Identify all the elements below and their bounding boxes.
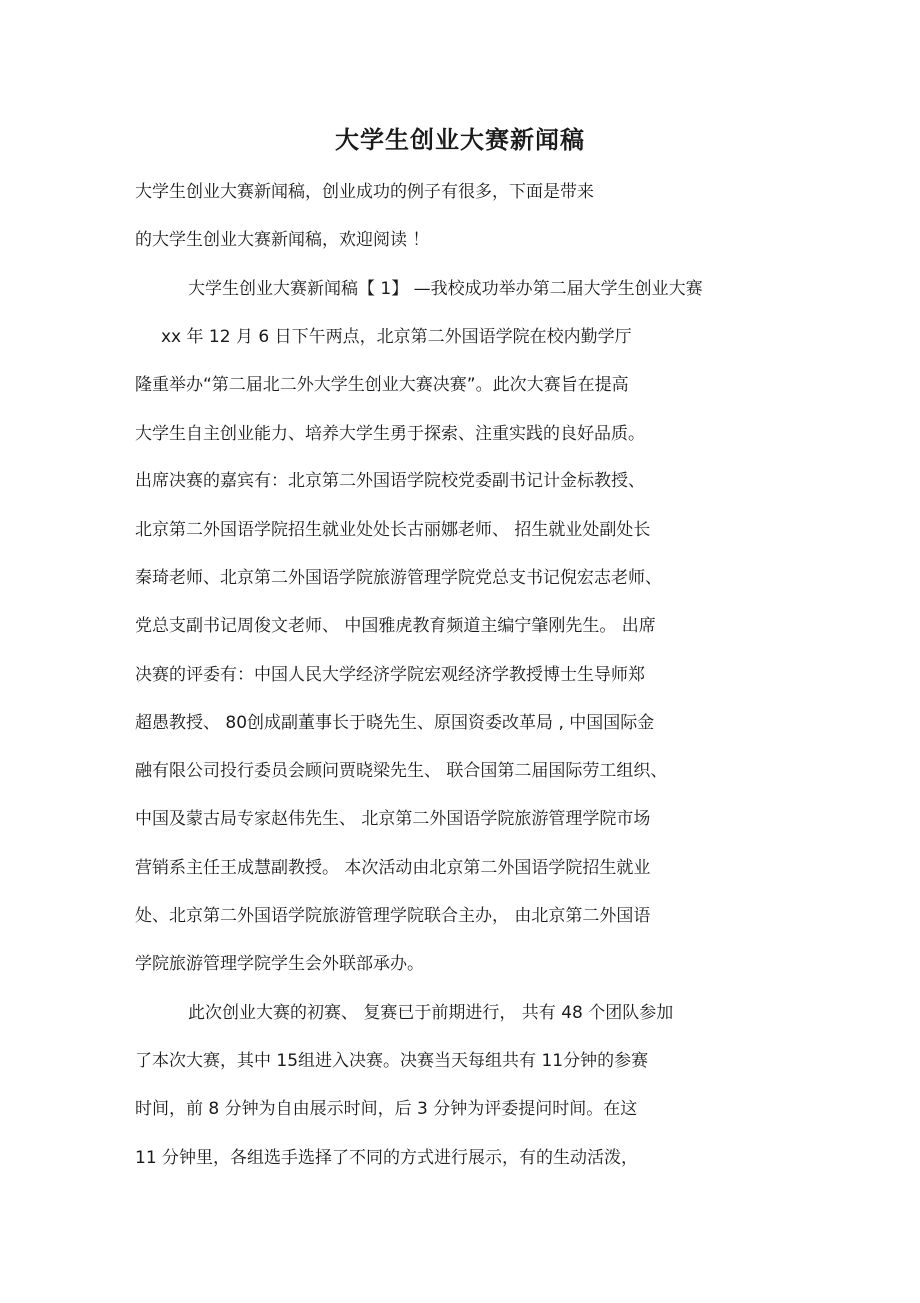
paragraph-line: 秦琦老师、北京第二外国语学院旅游管理学院党总支书记倪宏志老师、 <box>135 568 662 588</box>
paragraph-line: 出席决赛的嘉宾有：北京第二外国语学院校党委副书记计金标教授、 <box>135 471 645 491</box>
paragraph-line: 中国及蒙古局专家赵伟先生、 北京第二外国语学院旅游管理学院市场 <box>135 809 651 829</box>
paragraph-line: 超愚教授、 80创成副董事长于晓先生、原国资委改革局 , 中国国际金 <box>135 713 655 733</box>
paragraph-line: 了本次大赛，其中 15组进入决赛。决赛当天每组共有 11分钟的参赛 <box>135 1051 649 1071</box>
paragraph-line: 学院旅游管理学院学生会外联部承办。 <box>135 954 424 974</box>
paragraph-line: 处、北京第二外国语学院旅游管理学院联合主办， 由北京第二外国语 <box>135 906 651 926</box>
paragraph-line: 大学生创业大赛新闻稿，创业成功的例子有很多，下面是带来 <box>135 182 594 202</box>
paragraph-line: 的大学生创业大赛新闻稿，欢迎阅读 ！ <box>135 230 430 250</box>
paragraph-line: 决赛的评委有：中国人民大学经济学院宏观经济学教授博士生导师郑 <box>135 665 645 685</box>
paragraph-line: 北京第二外国语学院招生就业处处长古丽娜老师、 招生就业处副处长 <box>135 520 651 540</box>
paragraph-line: 时间，前 8 分钟为自由展示时间，后 3 分钟为评委提问时间。在这 <box>135 1099 638 1119</box>
paragraph-line: 隆重举办“第二届北二外大学生创业大赛决赛”。此次大赛旨在提高 <box>135 375 629 395</box>
paragraph-line: xx 年 12 月 6 日下午两点，北京第二外国语学院在校内勤学厅 <box>161 327 632 347</box>
paragraph-line: 营销系主任王成慧副教授。 本次活动由北京第二外国语学院招生就业 <box>135 858 651 878</box>
paragraph-line: 融有限公司投行委员会顾问贾晓梁先生、 联合国第二届国际劳工组织、 <box>135 761 668 781</box>
paragraph-line: 11 分钟里，各组选手选择了不同的方式进行展示，有的生动活泼， <box>135 1148 639 1168</box>
paragraph-line: 大学生自主创业能力、培养大学生勇于探索、注重实践的良好品质。 <box>135 424 645 444</box>
paragraph-line: 此次创业大赛的初赛、 复赛已于前期进行， 共有 48 个团队参加 <box>188 1003 674 1023</box>
paragraph-line: 大学生创业大赛新闻稿【 1】 —我校成功举办第二届大学生创业大赛 <box>188 279 703 299</box>
paragraph-line: 党总支副书记周俊文老师、 中国雅虎教育频道主编宁肇刚先生。 出席 <box>135 616 656 636</box>
document-title: 大学生创业大赛新闻稿 <box>335 126 585 154</box>
